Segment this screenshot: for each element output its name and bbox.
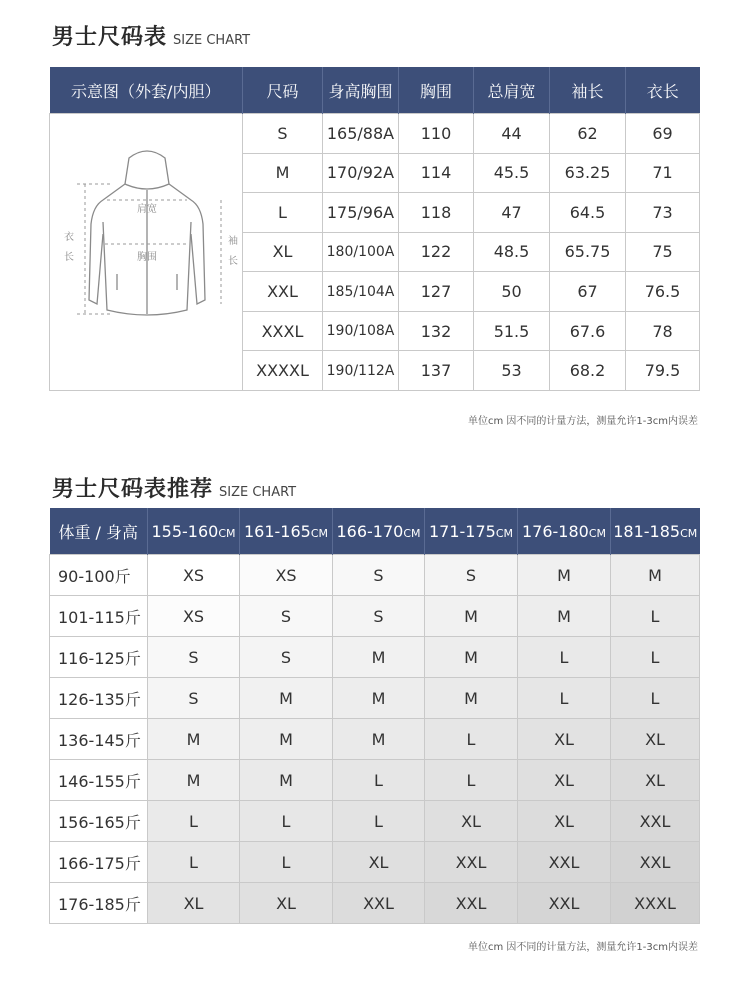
height-unit: CM — [218, 526, 236, 540]
table-cell: 76.5 — [626, 272, 700, 312]
size-recommendation-title — [52, 472, 296, 503]
table-cell: 64.5 — [550, 193, 626, 233]
height-unit: CM — [588, 526, 607, 540]
table-cell: 127 — [399, 272, 474, 312]
height-range: 181-185 — [613, 521, 681, 541]
size-cell: M — [333, 678, 425, 719]
table-cell: 190/108A — [323, 311, 399, 351]
table-cell: 170/92A — [323, 153, 399, 193]
size-cell: XXL — [425, 842, 518, 883]
size-cell: XS — [148, 555, 240, 596]
measurement-note: 单位cm 因不同的计量方法，测量允许1-3cm内误差 — [468, 416, 698, 427]
size-cell: L — [240, 842, 333, 883]
table-cell: 75 — [626, 232, 700, 272]
table-header-row — [50, 67, 700, 114]
table-cell: 53 — [474, 351, 550, 391]
table-cell: 114 — [399, 153, 474, 193]
table-row — [50, 637, 700, 678]
size-cell: XL — [240, 883, 333, 924]
table-cell: XL — [243, 232, 323, 272]
size-cell: XS — [240, 555, 333, 596]
table-cell: L — [243, 193, 323, 233]
header-cell: 总肩宽 — [474, 67, 550, 114]
size-cell: L — [148, 801, 240, 842]
header-cell: 身高胸围 — [323, 67, 399, 114]
weight-cell: 166-175斤 — [50, 842, 148, 883]
size-cell: XL — [518, 760, 611, 801]
table-row — [50, 678, 700, 719]
height-unit: CM — [403, 526, 421, 540]
height-range: 161-165 — [243, 521, 311, 541]
weight-cell: 146-155斤 — [50, 760, 148, 801]
header-cell — [425, 508, 518, 555]
table-cell: 73 — [626, 193, 700, 233]
header-cell — [333, 508, 425, 555]
jacket-diagram-icon — [51, 114, 241, 386]
header-cell: 胸围 — [399, 67, 474, 114]
table-cell: 71 — [626, 153, 700, 193]
table-row — [50, 555, 700, 596]
size-cell: XXL — [333, 883, 425, 924]
size-cell: L — [148, 842, 240, 883]
weight-cell: 116-125斤 — [50, 637, 148, 678]
table-cell: 68.2 — [550, 351, 626, 391]
sleeve-label: 袖 — [228, 236, 238, 247]
size-cell: L — [611, 596, 700, 637]
weight-cell: 90-100斤 — [50, 555, 148, 596]
size-cell: XS — [148, 596, 240, 637]
table-cell: 78 — [626, 311, 700, 351]
table-cell: S — [243, 114, 323, 154]
height-unit: CM — [680, 526, 698, 540]
table-cell: 132 — [399, 311, 474, 351]
table-cell: 48.5 — [474, 232, 550, 272]
size-cell: L — [240, 801, 333, 842]
size-chart-title-zh: 男士尺码表 — [52, 25, 168, 50]
table-cell: 180/100A — [323, 232, 399, 272]
table-row — [50, 114, 700, 154]
size-cell: L — [425, 760, 518, 801]
size-cell: S — [425, 555, 518, 596]
table-cell: XXXL — [243, 311, 323, 351]
chest-label: 胸围 — [137, 252, 157, 263]
size-cell: L — [333, 801, 425, 842]
size-cell: M — [425, 678, 518, 719]
height-range: 176-180 — [521, 521, 589, 541]
length-label-2: 长 — [64, 252, 74, 263]
size-cell: S — [148, 637, 240, 678]
size-cell: S — [333, 596, 425, 637]
height-range: 155-160 — [151, 521, 219, 541]
size-cell: M — [240, 678, 333, 719]
size-cell: M — [425, 596, 518, 637]
table-cell: 137 — [399, 351, 474, 391]
table-cell: 67 — [550, 272, 626, 312]
size-cell: L — [518, 637, 611, 678]
recommendation-note: 单位cm 因不同的计量方法，测量允许1-3cm内误差 — [468, 942, 698, 953]
table-cell: 185/104A — [323, 272, 399, 312]
size-cell: M — [240, 719, 333, 760]
sleeve-label-2: 长 — [228, 256, 238, 267]
table-cell: 118 — [399, 193, 474, 233]
size-cell: L — [425, 719, 518, 760]
weight-cell: 136-145斤 — [50, 719, 148, 760]
table-cell: XXXXL — [243, 351, 323, 391]
weight-cell: 101-115斤 — [50, 596, 148, 637]
table-row — [50, 719, 700, 760]
size-cell: M — [333, 637, 425, 678]
size-cell: S — [240, 596, 333, 637]
size-cell: XXL — [518, 883, 611, 924]
table-cell: M — [243, 153, 323, 193]
table-cell: 190/112A — [323, 351, 399, 391]
size-cell: L — [333, 760, 425, 801]
height-unit: CM — [310, 526, 329, 540]
size-cell: XL — [518, 801, 611, 842]
size-cell: S — [240, 637, 333, 678]
table-cell: 165/88A — [323, 114, 399, 154]
size-cell: M — [611, 555, 700, 596]
header-cell: 尺码 — [243, 67, 323, 114]
size-chart-title — [52, 20, 250, 51]
height-unit: CM — [495, 526, 514, 540]
size-cell: XL — [333, 842, 425, 883]
header-cell — [240, 508, 333, 555]
table-cell: 110 — [399, 114, 474, 154]
table-cell: 44 — [474, 114, 550, 154]
size-cell: M — [425, 637, 518, 678]
size-recommendation-title-en: SIZE CHART — [219, 485, 297, 500]
size-cell: XL — [611, 719, 700, 760]
table-cell: 45.5 — [474, 153, 550, 193]
height-range: 166-170 — [336, 521, 404, 541]
size-cell: XXXL — [611, 883, 700, 924]
header-cell: 袖长 — [550, 67, 626, 114]
weight-cell: 176-185斤 — [50, 883, 148, 924]
size-cell: M — [518, 555, 611, 596]
weight-cell: 126-135斤 — [50, 678, 148, 719]
table-cell: 67.6 — [550, 311, 626, 351]
shoulder-label: 肩宽 — [137, 204, 157, 215]
table-row — [50, 842, 700, 883]
table-cell: 47 — [474, 193, 550, 233]
height-range: 171-175 — [428, 521, 496, 541]
header-cell: 体重 / 身高 — [50, 508, 148, 555]
header-cell: 示意图（外套/内胆） — [50, 67, 243, 114]
header-cell — [148, 508, 240, 555]
size-recommendation-table — [49, 508, 700, 924]
table-cell: 69 — [626, 114, 700, 154]
size-cell: M — [240, 760, 333, 801]
table-row — [50, 883, 700, 924]
size-recommendation-title-zh: 男士尺码表推荐 — [52, 477, 214, 502]
header-cell — [518, 508, 611, 555]
size-cell: M — [518, 596, 611, 637]
table-cell: XXL — [243, 272, 323, 312]
size-cell: XXL — [425, 883, 518, 924]
size-chart-title-en: SIZE CHART — [173, 33, 251, 48]
table-row — [50, 801, 700, 842]
weight-cell: 156-165斤 — [50, 801, 148, 842]
header-cell: 衣长 — [626, 67, 700, 114]
size-cell: M — [148, 719, 240, 760]
size-cell: M — [333, 719, 425, 760]
size-cell: L — [611, 637, 700, 678]
size-cell: L — [611, 678, 700, 719]
size-measurement-table — [49, 67, 700, 391]
table-cell: 51.5 — [474, 311, 550, 351]
header-cell — [611, 508, 700, 555]
table-cell: 65.75 — [550, 232, 626, 272]
size-cell: XL — [148, 883, 240, 924]
table-row — [50, 596, 700, 637]
table-cell: 62 — [550, 114, 626, 154]
table-cell: 175/96A — [323, 193, 399, 233]
size-cell: XL — [611, 760, 700, 801]
table-cell: 63.25 — [550, 153, 626, 193]
size-cell: XL — [425, 801, 518, 842]
table-row — [50, 760, 700, 801]
size-cell: S — [148, 678, 240, 719]
size-cell: M — [148, 760, 240, 801]
size-cell: XL — [518, 719, 611, 760]
table-cell: 122 — [399, 232, 474, 272]
size-cell: XXL — [611, 842, 700, 883]
size-cell: XXL — [518, 842, 611, 883]
table-header-row — [50, 508, 700, 555]
table-cell: 79.5 — [626, 351, 700, 391]
jacket-diagram — [50, 114, 243, 391]
size-cell: S — [333, 555, 425, 596]
size-cell: L — [518, 678, 611, 719]
table-cell: 50 — [474, 272, 550, 312]
size-cell: XXL — [611, 801, 700, 842]
length-label: 衣 — [64, 232, 74, 243]
